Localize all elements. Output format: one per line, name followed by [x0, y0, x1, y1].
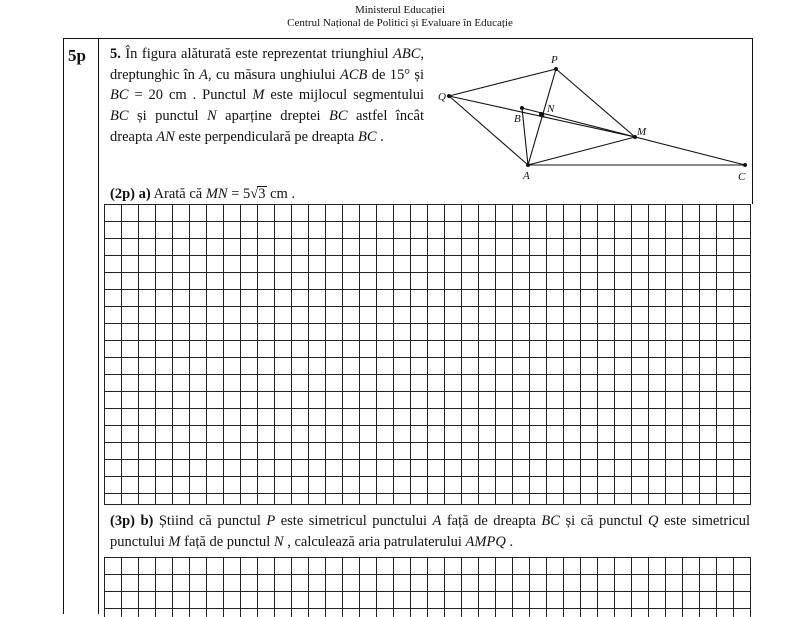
part-b-text: este simetricul punctului [110, 513, 750, 550]
part-b-text: față de punctul [180, 534, 274, 550]
math-bc: BC [110, 87, 129, 104]
frame-top-border [63, 38, 753, 39]
math-a: A [432, 513, 442, 529]
math-bc: BC [541, 513, 560, 529]
triangle-figure [430, 52, 760, 187]
problem-text: este mijlocul segmentului [264, 87, 424, 104]
math-bc: BC [358, 128, 377, 145]
part-b-text: Știind că punctul [153, 513, 267, 529]
part-b-text: este simetricul punctului [275, 513, 433, 529]
math-p: P [266, 513, 276, 529]
part-a-eq: = 5 [227, 186, 251, 202]
problem-text: În figura alăturată este reprezentat triunghiul [120, 46, 393, 62]
problem-statement [110, 44, 424, 148]
label-p: P [551, 54, 558, 66]
problem-text: este perpendiculară pe dreapta [174, 128, 358, 145]
problem-text: astfel încât dreapta [110, 108, 424, 145]
part-b-statement [110, 511, 750, 553]
point-b [520, 106, 524, 110]
header-ministry: Ministerul Educației [354, 4, 446, 16]
label-c: C [738, 171, 746, 183]
label-b: B [514, 113, 521, 125]
math-q: Q [647, 513, 659, 529]
problem-text: , cu măsura unghiului [208, 66, 341, 83]
part-a-text: Arată că [150, 186, 206, 202]
part-b-text: , calculează aria patrulaterului [283, 534, 466, 550]
math-acb: ACB [340, 66, 368, 83]
segment-ab [522, 108, 528, 165]
point-p [554, 67, 558, 71]
problem-text: . [376, 128, 384, 145]
point-n [539, 112, 543, 116]
header-center: Centrul Național de Politici și Evaluare în Educație [287, 17, 513, 29]
math-an: AN [156, 128, 175, 145]
math-ampq: AMPQ [465, 534, 506, 550]
label-m: M [637, 126, 647, 138]
frame-left-border [63, 38, 64, 614]
problem-text: și punctul [128, 108, 208, 125]
part-a-unit: cm . [266, 186, 296, 202]
math-n: N [207, 108, 217, 125]
segment-am [528, 137, 635, 165]
problem-text: de 15° și [367, 66, 424, 83]
math-n: N [273, 534, 284, 550]
math-m: M [168, 534, 181, 550]
point-a [526, 163, 530, 167]
math-bc: BC [110, 108, 129, 125]
document-header [0, 0, 800, 30]
points-label: 5p [68, 46, 86, 65]
part-b-text: față de dreapta [441, 513, 542, 529]
answer-grid-b[interactable] [104, 557, 751, 617]
math-m: M [252, 87, 265, 104]
answer-grid-a[interactable] [104, 204, 751, 505]
part-b-text: și că punctul [559, 513, 648, 529]
problem-text: , dreptunghic în [110, 46, 424, 83]
problem-number: 5. [110, 46, 121, 62]
label-n: N [547, 103, 555, 115]
part-b-label: (3p) b) [110, 513, 154, 529]
part-a-statement: (2p) a) Arată că MN = 5√3 cm . [110, 186, 296, 202]
problem-text: = 20 cm . Punctul [128, 87, 253, 104]
label-q: Q [438, 91, 446, 103]
frame-points-divider [98, 38, 99, 614]
segment-qp [449, 69, 556, 96]
segment-qa [449, 96, 528, 165]
point-q [447, 94, 451, 98]
math-abc: ABC [392, 46, 421, 62]
problem-text: aparține dreptei [216, 108, 329, 125]
math-mn: MN [205, 186, 228, 202]
point-c [743, 163, 747, 167]
part-a-label: (2p) a) [110, 186, 151, 202]
math-bc: BC [328, 108, 348, 125]
sqrt-radicand: 3 [258, 186, 266, 202]
math-a: A [199, 66, 209, 83]
part-b-text: . [505, 534, 514, 550]
label-a: A [523, 170, 530, 182]
